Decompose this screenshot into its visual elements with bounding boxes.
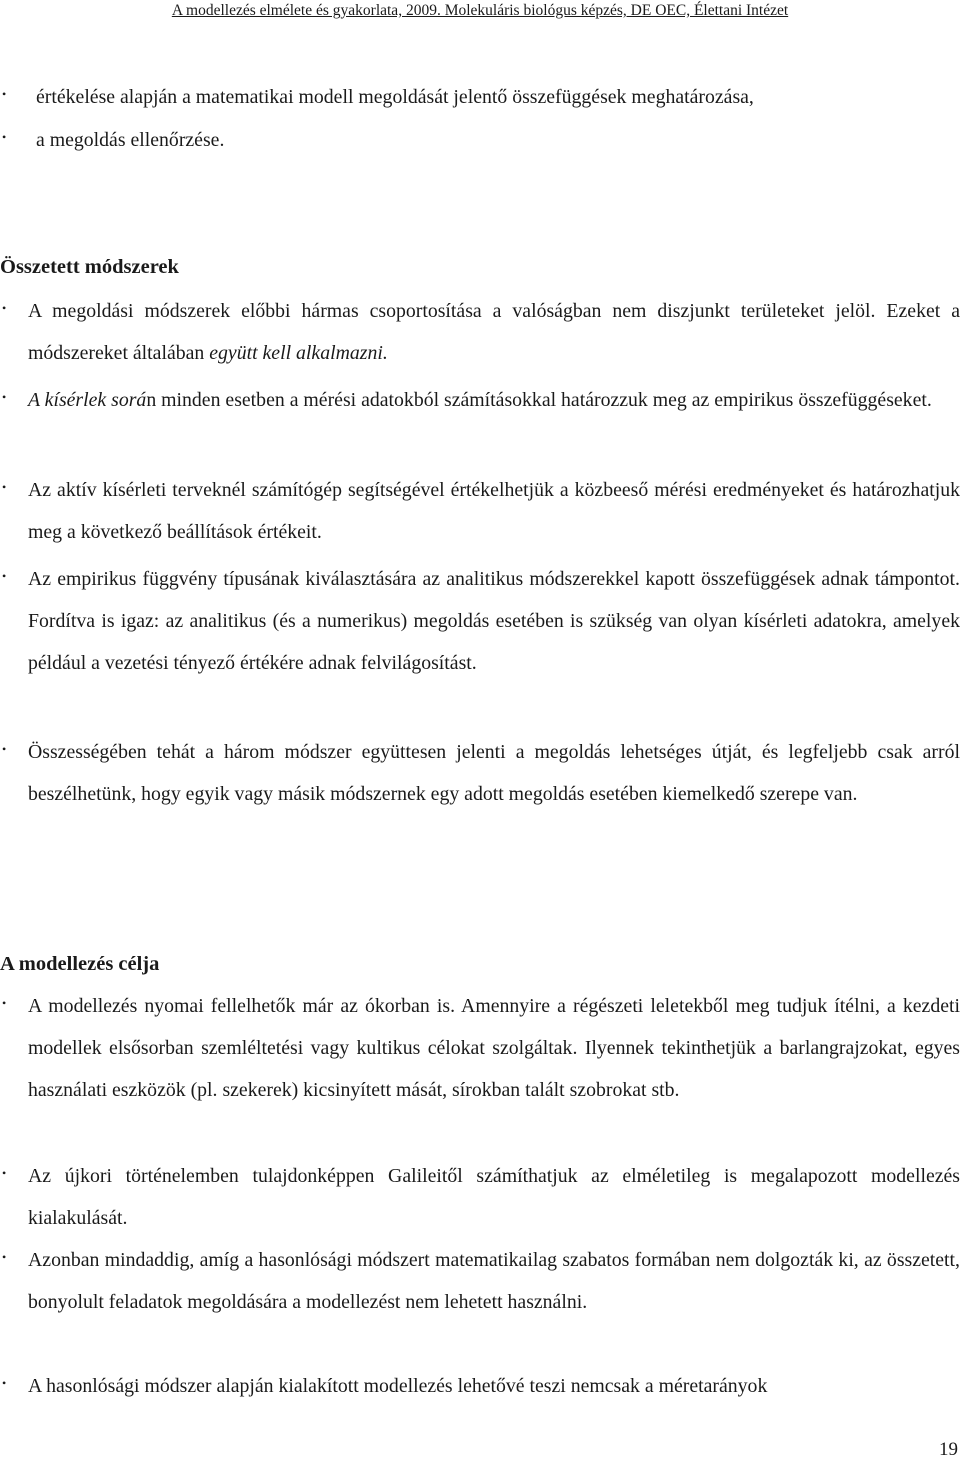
bullet-icon: • xyxy=(2,569,7,583)
list-item-text: értékelése alapján a matematikai modell megoldását jelentő összefüggések meghatározása, xyxy=(36,86,754,108)
list-item-text: Azonban mindaddig, amíg a hasonlósági módszert matematikailag szabatos formában nem dolgozták ki, az összetett, bonyolult feladatok megoldására a modellezést nem lehetett használni. xyxy=(28,1249,960,1313)
list-item xyxy=(0,469,960,553)
list-item-text: Összességében tehát a három módszer együttesen jelenti a megoldás lehetséges útját, és legfeljebb csak arról beszélhetünk, hogy egyik vagy másik módszernek egy adott megoldás esetében kiemelkedő szerepe van. xyxy=(28,741,960,805)
bullet-icon: • xyxy=(2,996,7,1010)
bullet-icon: • xyxy=(2,87,7,101)
bullet-icon: • xyxy=(2,390,7,404)
list-item xyxy=(0,119,960,161)
list-item xyxy=(0,76,960,118)
bullet-icon: • xyxy=(2,480,7,494)
list-item xyxy=(0,1155,960,1239)
bullet-icon: • xyxy=(2,1250,7,1264)
section-heading: A modellezés célja xyxy=(0,953,160,975)
list-item xyxy=(0,985,960,1111)
running-header: A modellezés elmélete és gyakorlata, 2009. Molekuláris biológus képzés, DE OEC, Élettani Intézet xyxy=(171,2,789,19)
bullet-icon: • xyxy=(2,1166,7,1180)
bullet-icon: • xyxy=(2,301,7,315)
list-item-text: A hasonlósági módszer alapján kialakított modellezés lehetővé teszi nemcsak a méretarányok xyxy=(28,1375,768,1397)
list-item xyxy=(0,379,960,421)
bullet-icon: • xyxy=(2,742,7,756)
page-number: 19 xyxy=(939,1439,958,1460)
list-item xyxy=(0,558,960,684)
list-item xyxy=(0,731,960,815)
emphasis-text: A kísérlek sorá xyxy=(28,389,147,411)
list-item-text: a megoldás ellenőrzése. xyxy=(36,129,225,151)
section-heading: Összetett módszerek xyxy=(0,256,179,278)
list-item-text: Az újkori történelemben tulajdonképpen Galileitől számíthatjuk az elméletileg is megalapozott modellezés kialakulását. xyxy=(28,1165,960,1229)
list-item-text: Az aktív kísérleti terveknél számítógép segítségével értékelhetjük a közbeeső mérési eredményeket és határozhatjuk meg a következő beállítások értékeit. xyxy=(28,479,960,543)
bullet-icon: • xyxy=(2,130,7,144)
bullet-icon: • xyxy=(2,1376,7,1390)
list-item-text: A kísérlek során minden esetben a mérési adatokból számításokkal határozzuk meg az empirikus összefüggéseket. xyxy=(28,389,932,411)
list-item-text: A megoldási módszerek előbbi hármas csoportosítása a valóságban nem diszjunkt területeket jelöl. Ezeket a módszereket általában együtt kell alkalmazni. xyxy=(28,300,960,364)
list-item xyxy=(0,1365,960,1407)
list-item-text: A modellezés nyomai fellelhetők már az ókorban is. Amennyire a régészeti leletekből meg tudjuk ítélni, a kezdeti modellek elsősorban szemléltetési vagy kultikus célokat szolgáltak. Ilyennek tekinthetjük a barlangrajzokat, egyes használati eszközök (pl. szekerek) kicsinyített mását, sírokban talált szobrokat stb. xyxy=(28,995,960,1101)
emphasis-text: együtt kell alkalmazni. xyxy=(209,342,388,364)
list-item xyxy=(0,1239,960,1323)
list-item-text: Az empirikus függvény típusának kiválasztására az analitikus módszerekkel kapott összefüggések adnak támpontot. Fordítva is igaz: az analitikus (és a numerikus) megoldás esetében is szükség van olyan kísérleti adatokra, amelyek például a vezetési tényező értékére adnak felvilágosítást. xyxy=(28,568,960,674)
list-item xyxy=(0,290,960,374)
